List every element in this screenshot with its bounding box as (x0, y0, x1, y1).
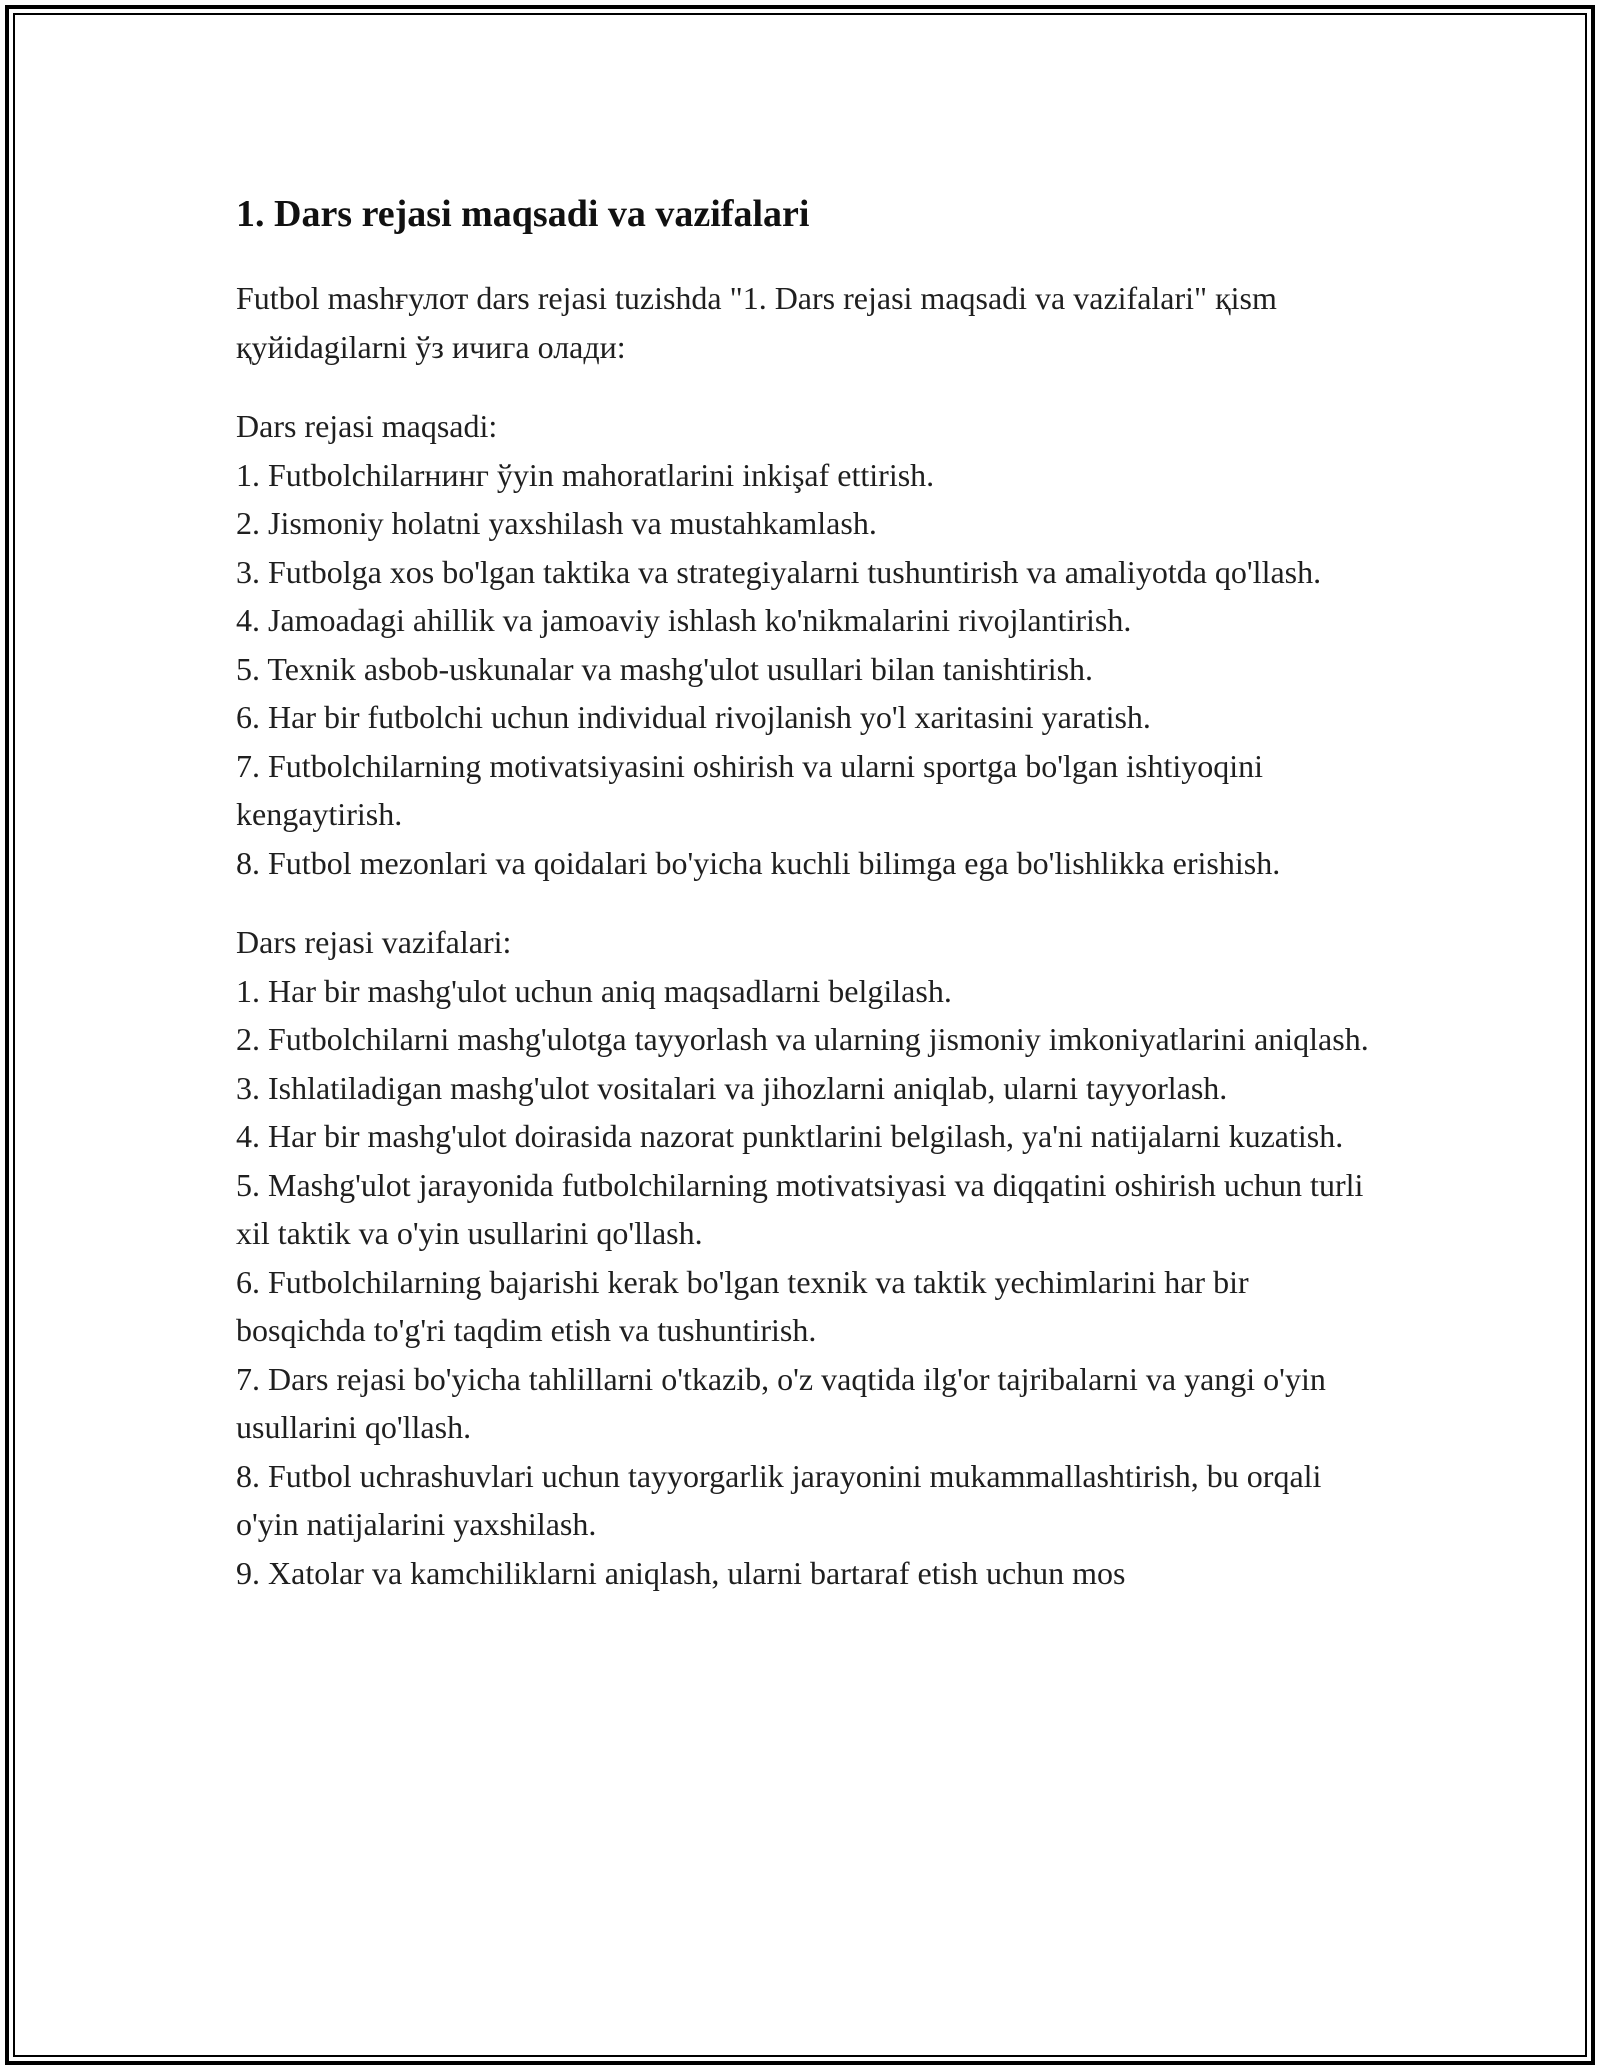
list-item: 1. Futbolchilarнинг ўyin mahoratlarini inkişaf ettirish. (236, 456, 935, 493)
maqsad-heading: Dars rejasi maqsadi: (236, 408, 498, 444)
list-item: 4. Har bir mashg'ulot doirasida nazorat punktlarini belgilash, ya'ni natijalarni kuzatish. (236, 1118, 1344, 1154)
list-item: 8. Futbol mezonlari va qoidalari bo'yicha kuchli bilimga ega bo'lishlikka erishish. (236, 844, 1281, 881)
intro-paragraph: Futbol mashғулот dars rejasi tuzishda "1. Dars rejasi maqsadi va vazifalari" қism қуйidagilarni ўз ичига олади: (236, 280, 1277, 365)
list-item: 1. Har bir mashg'ulot uchun aniq maqsadlarni belgilash. (236, 972, 952, 1009)
list-item: 3. Ishlatiladigan mashg'ulot vositalari va jihozlarni aniqlab, ularni tayyorlash. (236, 1069, 1228, 1106)
list-item: 8. Futbol uchrashuvlari uchun tayyorgarlik jarayonini mukammallashtirish, bu orqali o'yin natijalarini yaxshilash. (236, 1457, 1322, 1542)
list-item: 6. Har bir futbolchi uchun individual rivojlanish yo'l xaritasini yaratish. (236, 699, 1151, 735)
page-title: 1. Dars rejasi maqsadi va vazifalari (236, 193, 810, 235)
list-item: 2. Futbolchilarni mashg'ulotga tayyorlash va ularning jismoniy imkoniyatlarini aniqlash. (236, 1021, 1369, 1057)
list-item: 7. Dars rejasi bo'yicha tahlillarni o'tkazib, o'z vaqtida ilg'or tajribalarni va yangi o'yin usullarini qo'llash. (236, 1360, 1326, 1445)
document-body (236, 184, 1376, 1597)
spacer (236, 371, 1376, 402)
maqsad-list (236, 451, 1376, 888)
list-item: 5. Mashg'ulot jarayonida futbolchilarning motivatsiyasi va diqqatini oshirish uchun turli xil taktik va o'yin usullarini qo'llash. (236, 1166, 1364, 1251)
vazifa-list (236, 967, 1376, 1598)
list-item: 2. Jismoniy holatni yaxshilash va mustahkamlash. (236, 505, 877, 541)
spacer (236, 887, 1376, 918)
list-item: 9. Xatolar va kamchiliklarni aniqlash, ularni bartaraf etish uchun mos (236, 1554, 1126, 1591)
vazifa-heading: Dars rejasi vazifalari: (236, 924, 512, 960)
list-item: 7. Futbolchilarning motivatsiyasini oshirish va ularni sportga bo'lgan ishtiyoqini kengaytirish. (236, 747, 1264, 832)
list-item: 5. Texnik asbob-uskunalar va mashg'ulot usullari bilan tanishtirish. (236, 650, 1094, 687)
list-item: 3. Futbolga xos bo'lgan taktika va strategiyalarni tushuntirish va amaliyotda qo'llash. (236, 553, 1322, 590)
list-item: 6. Futbolchilarning bajarishi kerak bo'lgan texnik va taktik yechimlarini har bir bosqichda to'g'ri taqdim etish va tushuntirish. (236, 1263, 1249, 1348)
list-item: 4. Jamoadagi ahillik va jamoaviy ishlash ko'nikmalarini rivojlantirish. (236, 602, 1132, 638)
